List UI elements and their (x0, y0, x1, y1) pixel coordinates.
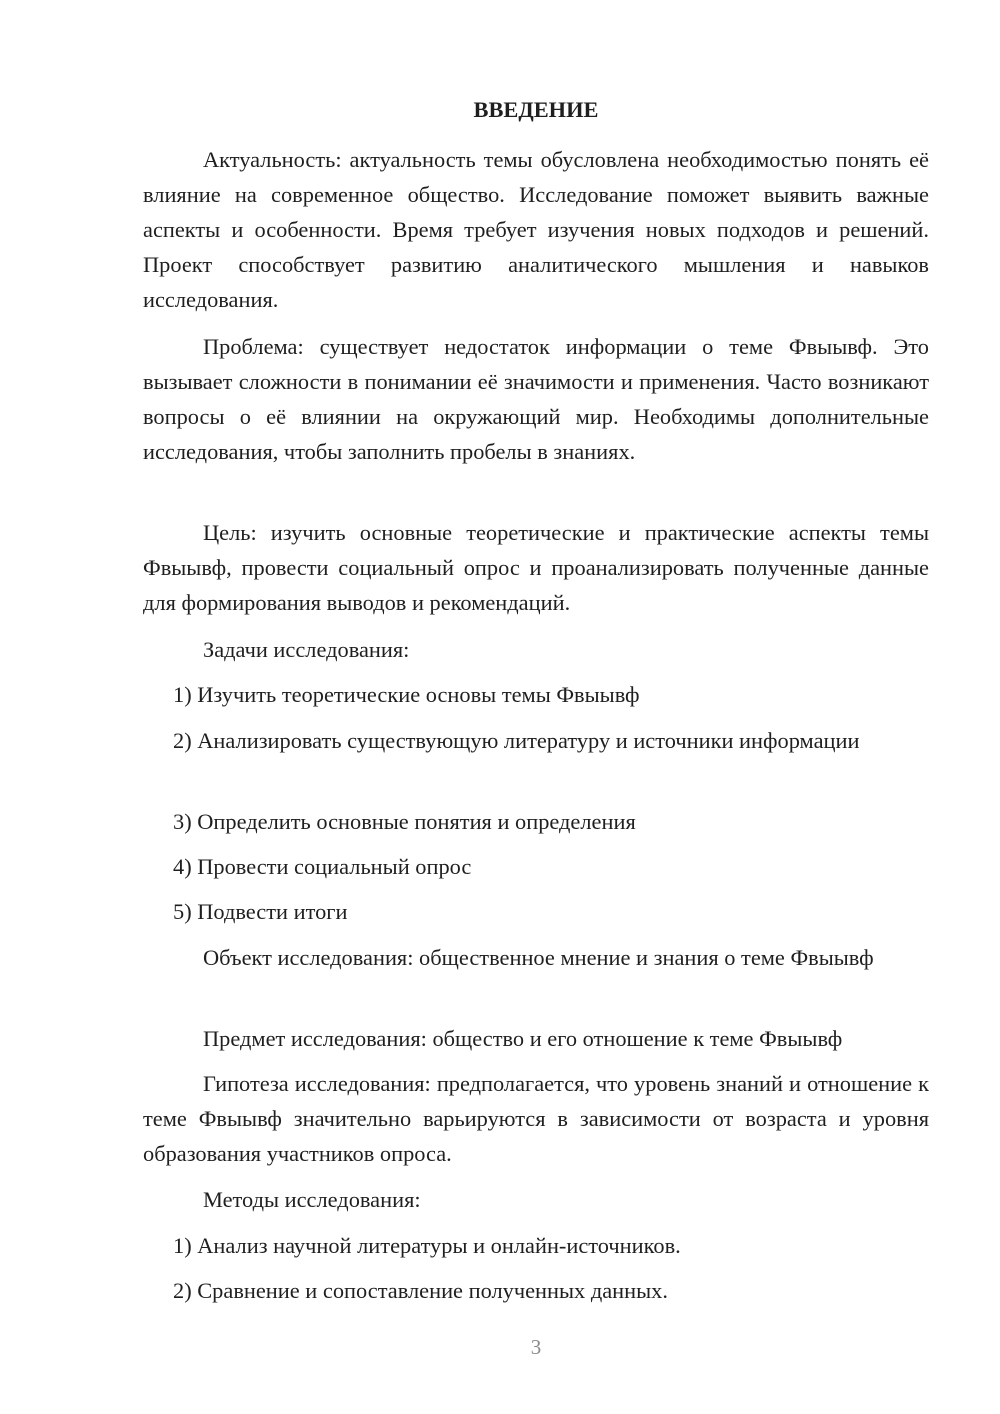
relevance-paragraph: Актуальность: актуальность темы обусловлена необходимостью понять её влияние на современное общество. Исследование поможет выявить важные аспекты и особенности. Время требует изучения новых подходов и решений. Проект способствует развитию аналитического мышления и навыков исследования. (143, 147, 929, 312)
object-paragraph: Объект исследования: общественное мнение и знания о теме Фвыывф (203, 945, 874, 970)
task-item: 3) Определить основные понятия и определения (173, 809, 636, 834)
method-item: 2) Сравнение и сопоставление полученных данных. (173, 1278, 668, 1303)
page-number: 3 (530, 1335, 542, 1359)
task-item: 1) Изучить теоретические основы темы Фвыывф (173, 682, 640, 707)
task-item: 5) Подвести итоги (173, 899, 348, 924)
section-heading: ВВЕДЕНИЕ (473, 97, 599, 122)
task-item: 4) Провести социальный опрос (173, 854, 472, 879)
method-item: 1) Анализ научной литературы и онлайн-источников. (173, 1233, 681, 1258)
task-item: 2) Анализировать существующую литературу и источники информации (173, 728, 860, 753)
hypothesis-paragraph: Гипотеза исследования: предполагается, что уровень знаний и отношение к теме Фвыывф значительно варьируются в зависимости от возраста и уровня образования участников опроса. (143, 1071, 929, 1166)
problem-paragraph: Проблема: существует недостаток информации о теме Фвыывф. Это вызывает сложности в понимании её значимости и применения. Часто возникают вопросы о её влиянии на окружающий мир. Необходимы дополнительные исследования, чтобы заполнить пробелы в знаниях. (143, 334, 929, 464)
methods-heading: Методы исследования: (203, 1187, 421, 1212)
subject-paragraph: Предмет исследования: общество и его отношение к теме Фвыывф (203, 1026, 843, 1051)
tasks-heading: Задачи исследования: (203, 637, 410, 662)
goal-paragraph: Цель: изучить основные теоретические и практические аспекты темы Фвыывф, провести социальный опрос и проанализировать полученные данные для формирования выводов и рекомендаций. (143, 520, 929, 615)
document-page (143, 0, 929, 1414)
